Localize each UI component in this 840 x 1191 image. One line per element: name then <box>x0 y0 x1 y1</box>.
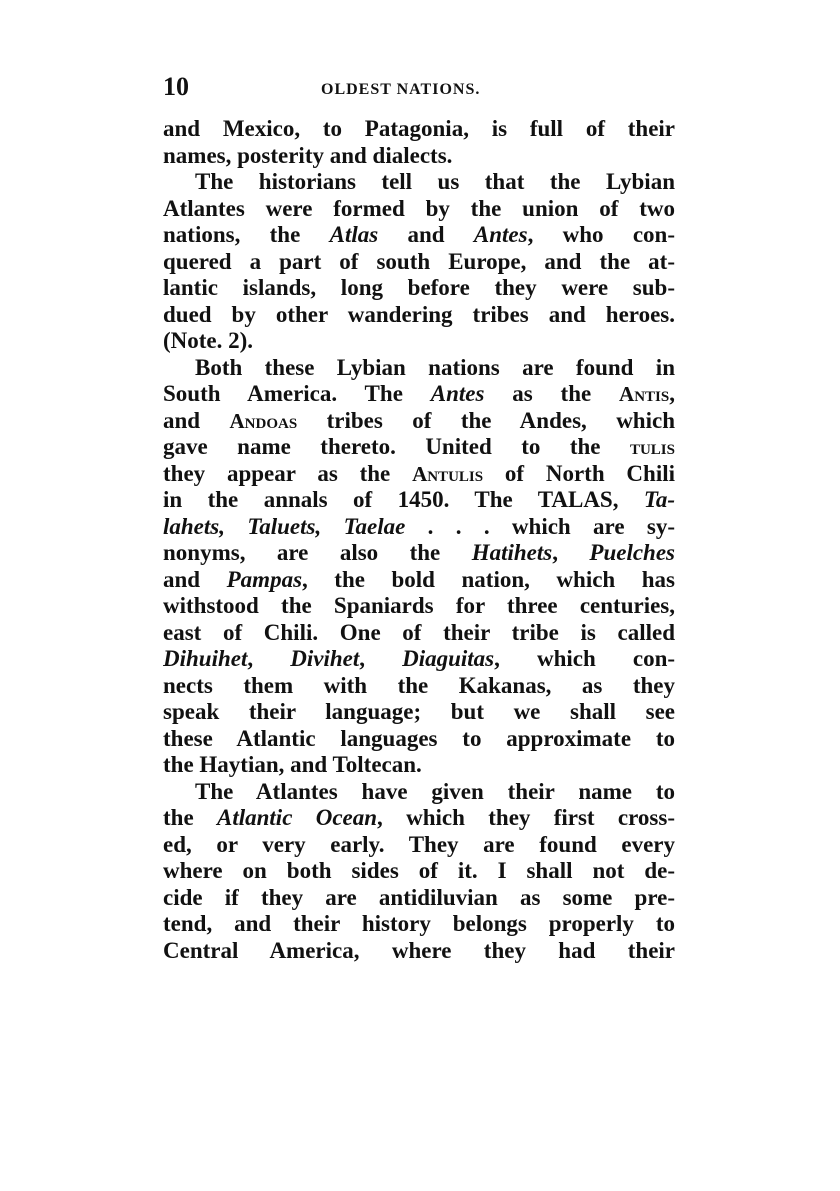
text-segment: east of Chili. One of their tribe is called <box>163 619 675 645</box>
small-caps-text: Antulis <box>412 461 484 486</box>
italic-text: Antes <box>430 381 485 406</box>
text-line <box>163 805 675 832</box>
page-number: 10 <box>163 72 189 101</box>
page-header <box>163 72 675 106</box>
text-line <box>163 275 675 302</box>
text-segment: tribes of the Andes, which <box>297 407 675 433</box>
text-line <box>163 169 675 196</box>
text-segment: Central America, where they had their <box>163 937 675 963</box>
text-segment: , the bold nation, which has <box>302 566 675 592</box>
text-segment: cide if they are antidiluvian as some pre- <box>163 884 675 910</box>
text-segment: in the annals of 1450. The TALAS, <box>163 487 644 512</box>
text-segment: and <box>163 566 227 592</box>
text-line <box>163 938 675 965</box>
text-segment: Atlantes were formed by the union of two <box>163 195 675 221</box>
text-segment: , <box>669 381 675 406</box>
text-line <box>163 567 675 594</box>
italic-text: Hatihets <box>471 540 553 565</box>
text-segment: the <box>163 805 217 830</box>
text-segment: (Note. 2). <box>163 328 254 353</box>
text-line <box>163 540 675 567</box>
text-line <box>163 514 675 541</box>
text-line <box>163 408 675 435</box>
italic-text: Ta- <box>643 487 675 512</box>
text-segment: speak their language; but we shall see <box>163 699 675 724</box>
text-segment: tend, and their history belongs properly to <box>163 911 675 936</box>
text-line <box>163 302 675 329</box>
text-line <box>163 196 675 223</box>
text-segment: Both these Lybian nations are found in <box>195 354 675 380</box>
text-segment: , <box>552 540 590 565</box>
text-segment: these Atlantic languages to approximate to <box>163 725 675 751</box>
italic-text: Antes <box>473 222 528 247</box>
text-segment: and <box>378 222 474 247</box>
text-line <box>163 673 675 700</box>
text-segment: dued by other wandering tribes and heroes. <box>163 301 675 327</box>
text-line <box>163 699 675 726</box>
small-caps-text: Antis <box>619 382 670 406</box>
text-segment: as the <box>484 381 620 406</box>
text-segment: nations, the <box>163 222 330 247</box>
text-line <box>163 593 675 620</box>
italic-text: Atlantic Ocean <box>217 805 378 830</box>
italic-text: Diaguitas <box>402 646 495 671</box>
text-segment: lantic islands, long before they were sub- <box>163 275 675 300</box>
text-line <box>163 832 675 859</box>
text-segment: , which con- <box>494 646 675 671</box>
text-segment: The Atlantes have given their name to <box>195 778 675 804</box>
text-segment: gave name thereto. United to the <box>163 434 630 459</box>
text-line <box>163 461 675 488</box>
text-segment: , <box>247 646 291 671</box>
text-segment: quered a part of south Europe, and the at- <box>163 248 675 274</box>
text-line <box>163 143 675 170</box>
italic-text: Dihuihet <box>163 646 248 671</box>
italic-text: Puelches <box>589 540 675 565</box>
text-line <box>163 381 675 408</box>
text-segment: nonyms, are also the <box>163 540 472 565</box>
text-segment: , who con- <box>527 222 675 247</box>
text-line <box>163 726 675 753</box>
text-segment: and <box>163 407 230 433</box>
text-line <box>163 355 675 382</box>
text-line <box>163 222 675 249</box>
italic-text: lahets, Taluets, Taelae <box>163 513 406 539</box>
text-segment: names, posterity and dialects. <box>163 142 453 168</box>
text-line <box>163 434 675 461</box>
text-segment: South America. The <box>163 381 431 406</box>
text-segment: withstood the Spaniards for three centuries, <box>163 593 675 618</box>
text-line <box>163 779 675 806</box>
text-segment: ed, or very early. They are found every <box>163 831 675 857</box>
italic-text: Divihet <box>290 646 360 671</box>
text-line <box>163 646 675 673</box>
text-line <box>163 858 675 885</box>
text-line <box>163 620 675 647</box>
text-segment: where on both sides of it. I shall not de- <box>163 858 675 883</box>
text-line <box>163 249 675 276</box>
text-segment: . . . which are sy- <box>405 513 675 539</box>
body-text <box>163 116 675 1036</box>
text-line <box>163 885 675 912</box>
text-segment: of North Chili <box>483 460 675 486</box>
text-line <box>163 116 675 143</box>
text-segment: The historians tell us that the Lybian <box>195 169 675 194</box>
text-segment: and Mexico, to Patagonia, is full of their <box>163 116 675 141</box>
running-head: OLDEST NATIONS. <box>321 81 481 98</box>
text-segment: the Haytian, and Toltecan. <box>163 752 422 777</box>
text-segment: nects them with the Kakanas, as they <box>163 672 675 698</box>
italic-text: Atlas <box>329 222 379 247</box>
text-segment: , which they first cross- <box>377 805 675 830</box>
small-caps-text: Andoas <box>229 408 298 433</box>
text-line <box>163 487 675 514</box>
italic-text: Pampas <box>226 566 303 592</box>
text-line <box>163 328 675 355</box>
text-segment: , <box>359 646 403 671</box>
small-caps-text: tulis <box>629 435 675 459</box>
text-line <box>163 911 675 938</box>
text-segment: they appear as the <box>163 460 413 486</box>
text-line <box>163 752 675 779</box>
